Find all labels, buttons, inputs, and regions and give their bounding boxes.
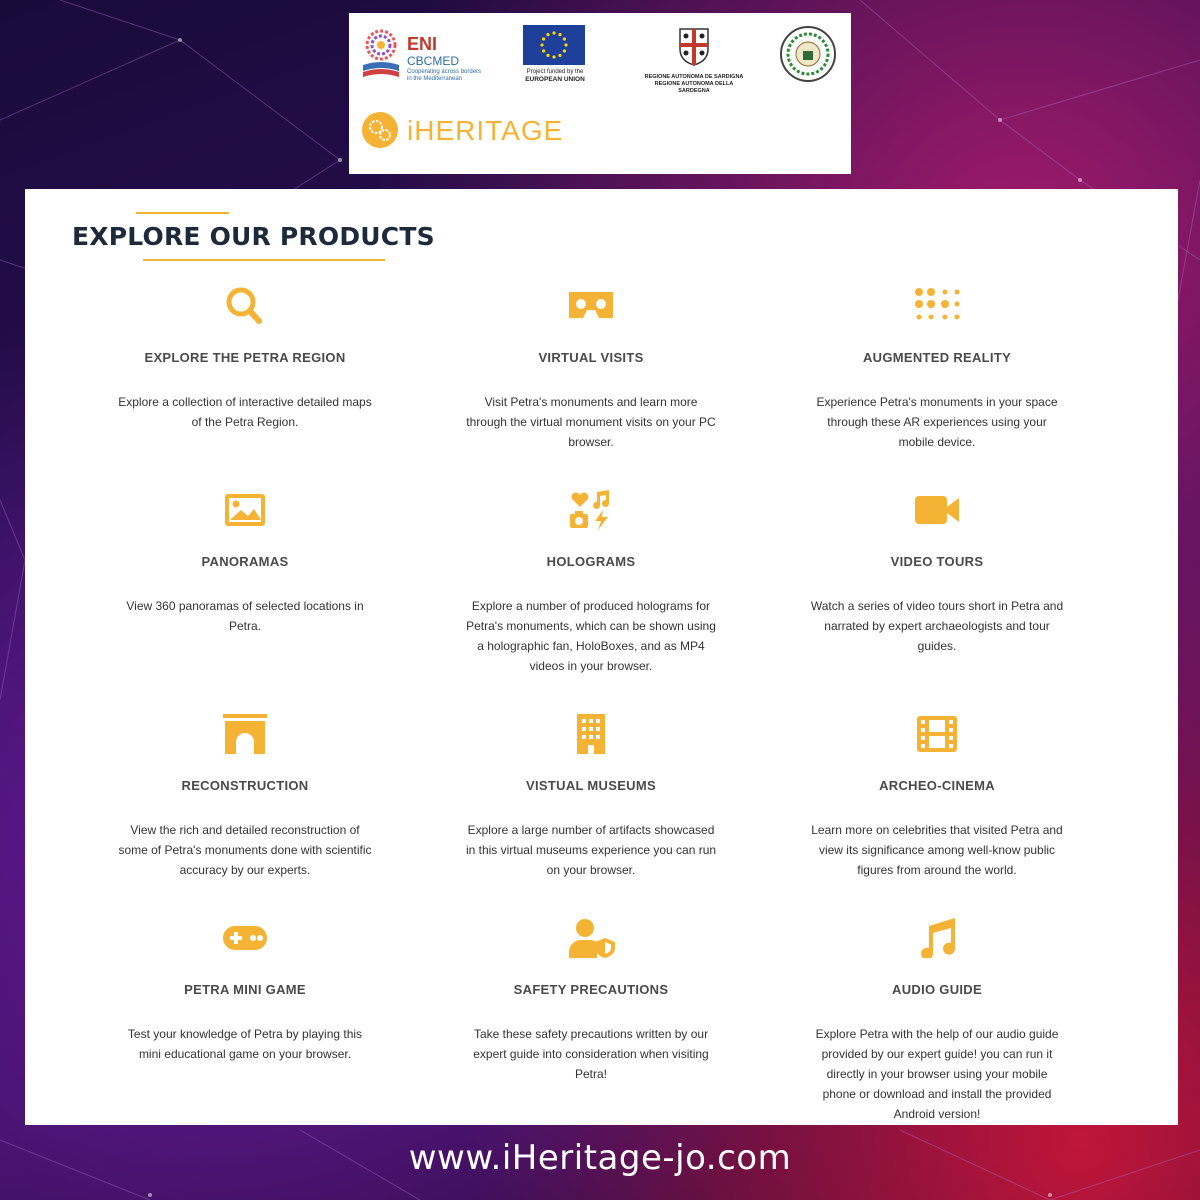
iheritage-logo <box>361 111 564 151</box>
video-camera-icon <box>913 490 961 530</box>
products-panel <box>25 189 1178 1125</box>
product-card-safety-precautions[interactable] <box>461 918 721 1084</box>
media-icon <box>567 490 615 530</box>
product-card-video-tours[interactable] <box>807 490 1067 656</box>
gears-icon <box>361 111 399 149</box>
product-card-reconstruction[interactable] <box>115 714 375 880</box>
product-card-audio-guide[interactable] <box>807 918 1067 1124</box>
product-title: RECONSTRUCTION <box>181 778 309 793</box>
eu-caption-line1: Project funded by the <box>526 69 584 75</box>
user-shield-icon <box>567 918 615 958</box>
title-accent-line-bottom <box>143 259 385 261</box>
sardinia-caption-line1: REGIONE AUTONOMA DE SARDIGNA <box>644 74 744 80</box>
image-icon <box>221 490 269 530</box>
product-card-virtual-visits[interactable] <box>461 286 721 452</box>
university-seal-logo <box>779 25 837 83</box>
product-card-virtual-museums[interactable] <box>461 714 721 880</box>
product-card-explore-petra[interactable] <box>115 286 375 432</box>
website-url-link[interactable]: www.iHeritage-jo.com <box>408 1138 792 1178</box>
product-description: View 360 panoramas of selected locations in Petra. <box>126 599 364 633</box>
product-card-archeo-cinema[interactable] <box>807 714 1067 880</box>
eu-logo <box>523 25 587 100</box>
eu-caption-line2: EUROPEAN UNION <box>525 76 585 83</box>
product-description: Experience Petra's monuments in your space through these AR experiences using your mobile device. <box>816 395 1058 449</box>
eni-sun-icon <box>361 25 401 80</box>
product-description: Explore a number of produced holograms for Petra's monuments, which can be shown using a holographic fan, HoloBoxes, and as MP4 videos in your browser. <box>466 599 716 673</box>
product-description: Take these safety precautions written by our expert guide into consideration when visiting Petra! <box>473 1027 709 1081</box>
eni-title: ENI <box>407 34 438 54</box>
music-icon <box>913 918 961 958</box>
iheritage-wordmark: iHERITAGE <box>407 115 564 146</box>
eni-subtitle: CBCMED <box>407 54 460 68</box>
vr-headset-icon <box>567 286 615 326</box>
sardinia-crest-icon <box>677 25 711 67</box>
archway-icon <box>221 714 269 754</box>
product-title: SAFETY PRECAUTIONS <box>513 982 669 997</box>
product-description: Explore Petra with the help of our audio guide provided by our expert guide! you can run it directly in your browser using your mobile phone or download and install the provided Android version! <box>815 1027 1059 1121</box>
search-icon <box>221 286 269 326</box>
product-description: Explore a collection of interactive detailed maps of the Petra Region. <box>118 395 372 429</box>
product-title: ARCHEO-CINEMA <box>879 778 995 793</box>
partner-logos-banner <box>349 13 851 174</box>
eni-cbcmed-logo <box>361 25 491 90</box>
eu-flag-icon <box>523 25 585 65</box>
section-title: EXPLORE OUR PRODUCTS <box>72 222 435 251</box>
dots-grid-icon <box>913 286 961 326</box>
building-icon <box>567 714 615 754</box>
product-card-holograms[interactable] <box>461 490 721 676</box>
product-description: Test your knowledge of Petra by playing this mini educational game on your browser. <box>127 1027 363 1061</box>
title-accent-line-top <box>136 212 229 214</box>
eni-tagline: Cooperating across borders in the Mediterranean <box>407 69 482 82</box>
product-description: Learn more on celebrities that visited Petra and view its significance among well-know public figures from around the world. <box>811 823 1063 877</box>
product-title: VISTUAL MUSEUMS <box>526 778 656 793</box>
product-description: Explore a large number of artifacts showcased in this virtual museums experience you can run on your browser. <box>465 823 717 877</box>
sardinia-region-logo <box>639 25 749 100</box>
product-title: AUGMENTED REALITY <box>862 350 1012 365</box>
product-description: View the rich and detailed reconstruction of some of Petra's monuments done with scientific accuracy by our experts. <box>118 823 372 877</box>
product-title: HOLOGRAMS <box>546 554 636 569</box>
film-icon <box>913 714 961 754</box>
product-card-petra-mini-game[interactable] <box>115 918 375 1064</box>
product-title: VIRTUAL VISITS <box>538 350 644 365</box>
seal-icon <box>779 25 837 83</box>
product-title: EXPLORE THE PETRA REGION <box>144 350 346 365</box>
product-description: Visit Petra's monuments and learn more through the virtual monument visits on your PC browser. <box>466 395 716 449</box>
product-title: PANORAMAS <box>201 554 289 569</box>
product-title: PETRA MINI GAME <box>184 982 306 997</box>
product-title: VIDEO TOURS <box>890 554 984 569</box>
product-card-augmented-reality[interactable] <box>807 286 1067 452</box>
product-card-panoramas[interactable] <box>115 490 375 636</box>
product-title: AUDIO GUIDE <box>892 982 982 997</box>
sardinia-caption-line2: REGIONE AUTONOMA DELLA SARDEGNA <box>654 81 734 94</box>
gamepad-icon <box>221 918 269 958</box>
product-description: Watch a series of video tours short in Petra and narrated by expert archaeologists and tour guides. <box>810 599 1064 653</box>
